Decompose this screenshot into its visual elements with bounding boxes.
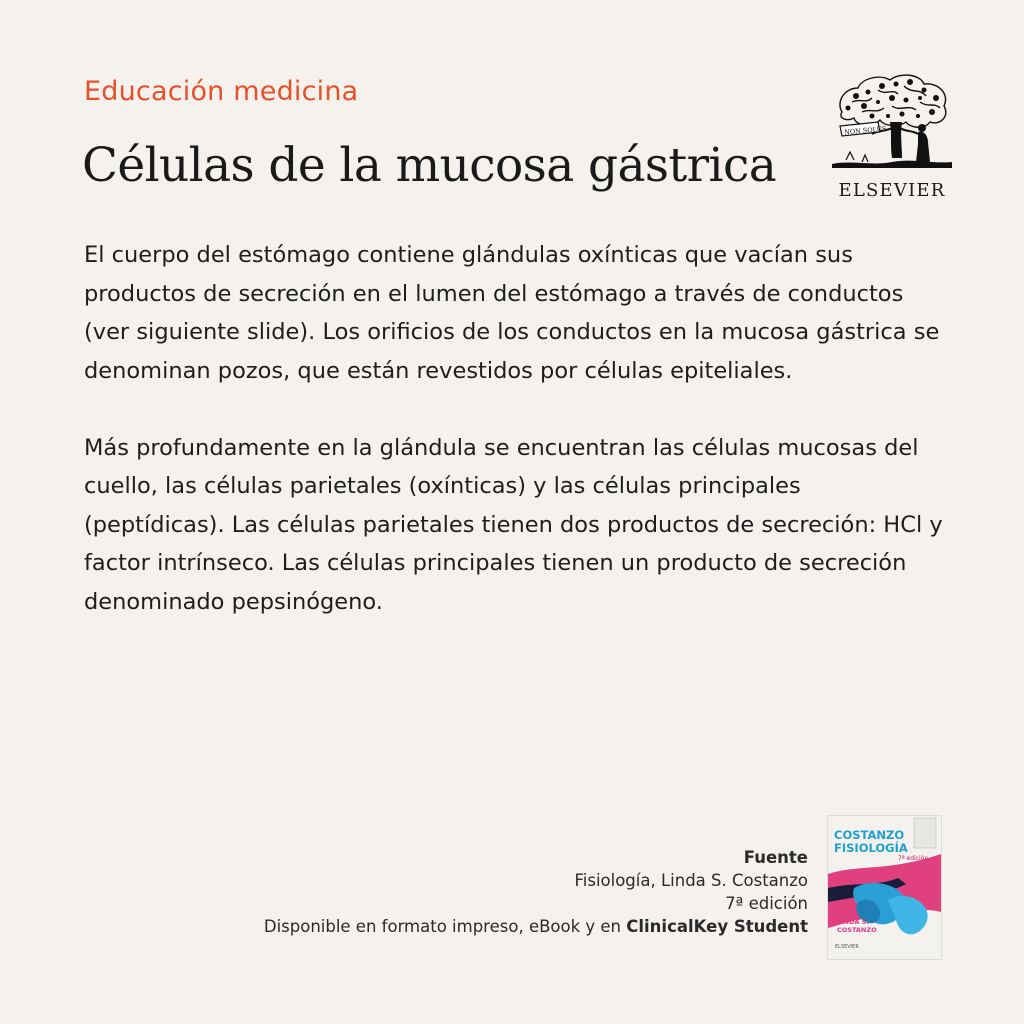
logo-motto: NON SOLUS xyxy=(843,124,887,137)
elsevier-wordmark: ELSEVIER xyxy=(838,180,946,201)
cover-author-line-2: COSTANZO xyxy=(837,925,877,934)
clinicalkey-link[interactable]: ClinicalKey Student xyxy=(626,917,808,936)
cover-publisher: ELSEVIER xyxy=(835,944,859,950)
category-label: Educación medicina xyxy=(84,76,359,107)
book-cover xyxy=(828,816,941,959)
cover-title-line-2: FISIOLOGÍA xyxy=(834,841,908,855)
source-block xyxy=(264,846,808,938)
body-paragraph-1: El cuerpo del estómago contiene glándulas oxínticas que vacían sus productos de secreción en el lumen del estómago a través de conductos (ver siguiente slide). Los orificios de los conductos en la mucosa gástrica se denominan pozos, que están revestidos por células epiteliales. xyxy=(84,242,940,384)
source-availability xyxy=(264,915,808,938)
cover-edition: 7ª edición xyxy=(898,855,929,862)
availability-text: Disponible en formato impreso, eBook y en xyxy=(263,917,627,936)
elsevier-tree-emblem xyxy=(832,72,952,178)
source-heading: Fuente xyxy=(743,848,808,867)
cover-author-line-1: LINDA S. xyxy=(837,918,869,926)
source-edition: 7ª edición xyxy=(725,894,808,913)
cover-title-line-1: COSTANZO xyxy=(834,828,905,842)
body-paragraph-2: Más profundamente en la glándula se encuentran las células mucosas del cuello, las células parietales (oxínticas) y las células principales (peptídicas). Las células parietales tienen dos productos de secreción: HCl y factor intrínseco. Las células principales tienen un producto de secreción denominado pepsinógeno. xyxy=(84,434,943,615)
elsevier-logo xyxy=(832,72,952,204)
page-title: Células de la mucosa gástrica xyxy=(82,138,777,193)
cover-author xyxy=(837,919,877,934)
article-body xyxy=(84,236,944,660)
source-book: Fisiología, Linda S. Costanzo xyxy=(574,871,808,890)
cover-title xyxy=(834,829,908,855)
